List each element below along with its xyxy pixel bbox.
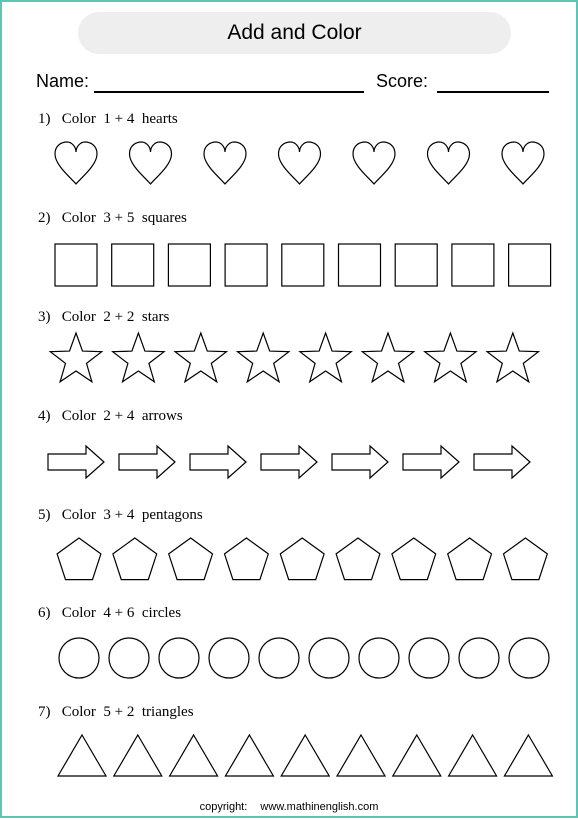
question-7: 7) Color 5 + 2 triangles [38, 704, 194, 720]
star-icon[interactable] [362, 333, 413, 382]
heart-icon[interactable] [502, 142, 544, 184]
pentagon-icon[interactable] [504, 538, 548, 580]
circle-icon[interactable] [359, 638, 399, 678]
circle-icon[interactable] [209, 638, 249, 678]
square-icon[interactable] [168, 244, 210, 286]
arrow-right-icon[interactable] [403, 446, 459, 478]
score-label: Score: [376, 71, 429, 91]
arrow-right-icon[interactable] [190, 446, 246, 478]
triangle-icon[interactable] [449, 735, 497, 776]
triangle-icon[interactable] [225, 735, 273, 776]
arrow-right-icon[interactable] [332, 446, 388, 478]
circle-icon[interactable] [59, 638, 99, 678]
worksheet-title: Add and Color [227, 21, 362, 44]
star-icon[interactable] [425, 333, 476, 382]
circle-icon[interactable] [159, 638, 199, 678]
arrow-right-icon[interactable] [119, 446, 175, 478]
triangle-icon[interactable] [114, 735, 162, 776]
triangle-icon[interactable] [281, 735, 329, 776]
arrow-right-icon[interactable] [261, 446, 317, 478]
arrow-right-icon[interactable] [474, 446, 530, 478]
square-icon[interactable] [395, 244, 437, 286]
pentagon-icon[interactable] [57, 538, 101, 580]
pentagon-icon[interactable] [113, 538, 157, 580]
star-icon[interactable] [487, 333, 538, 382]
heart-icon[interactable] [279, 142, 321, 184]
star-icon[interactable] [50, 333, 101, 382]
triangle-icon[interactable] [58, 735, 106, 776]
triangle-icon[interactable] [393, 735, 441, 776]
heart-icon[interactable] [204, 142, 246, 184]
star-icon[interactable] [175, 333, 226, 382]
triangle-icon[interactable] [170, 735, 218, 776]
circle-icon[interactable] [259, 638, 299, 678]
heart-icon[interactable] [353, 142, 395, 184]
circle-icon[interactable] [459, 638, 499, 678]
pentagon-icon[interactable] [448, 538, 492, 580]
question-5: 5) Color 3 + 4 pentagons [38, 507, 203, 523]
heart-icon[interactable] [428, 142, 470, 184]
star-icon[interactable] [300, 333, 351, 382]
square-icon[interactable] [339, 244, 381, 286]
triangle-icon[interactable] [504, 735, 552, 776]
question-2: 2) Color 3 + 5 squares [38, 210, 187, 226]
square-icon[interactable] [282, 244, 324, 286]
question-3: 3) Color 2 + 2 stars [38, 309, 170, 325]
circle-icon[interactable] [509, 638, 549, 678]
pentagon-icon[interactable] [280, 538, 324, 580]
star-icon[interactable] [113, 333, 164, 382]
heart-icon[interactable] [55, 142, 97, 184]
circle-icon[interactable] [109, 638, 149, 678]
copyright-label: copyright: [199, 801, 248, 813]
pentagon-icon[interactable] [225, 538, 269, 580]
circle-icon[interactable] [409, 638, 449, 678]
pentagon-icon[interactable] [392, 538, 436, 580]
square-icon[interactable] [55, 244, 97, 286]
heart-icon[interactable] [130, 142, 172, 184]
circle-icon[interactable] [309, 638, 349, 678]
shape-rows [2, 2, 578, 820]
square-icon[interactable] [509, 244, 551, 286]
square-icon[interactable] [225, 244, 267, 286]
question-4: 4) Color 2 + 4 arrows [38, 408, 183, 424]
question-6: 6) Color 4 + 6 circles [38, 605, 182, 621]
triangle-icon[interactable] [337, 735, 385, 776]
name-label: Name: [36, 71, 90, 91]
pentagon-icon[interactable] [336, 538, 380, 580]
website-link[interactable]: www.mathinenglish.com [260, 801, 379, 813]
arrow-right-icon[interactable] [48, 446, 104, 478]
question-1: 1) Color 1 + 4 hearts [38, 111, 178, 127]
square-icon[interactable] [452, 244, 494, 286]
square-icon[interactable] [112, 244, 154, 286]
star-icon[interactable] [238, 333, 289, 382]
footer [2, 801, 576, 813]
pentagon-icon[interactable] [169, 538, 213, 580]
